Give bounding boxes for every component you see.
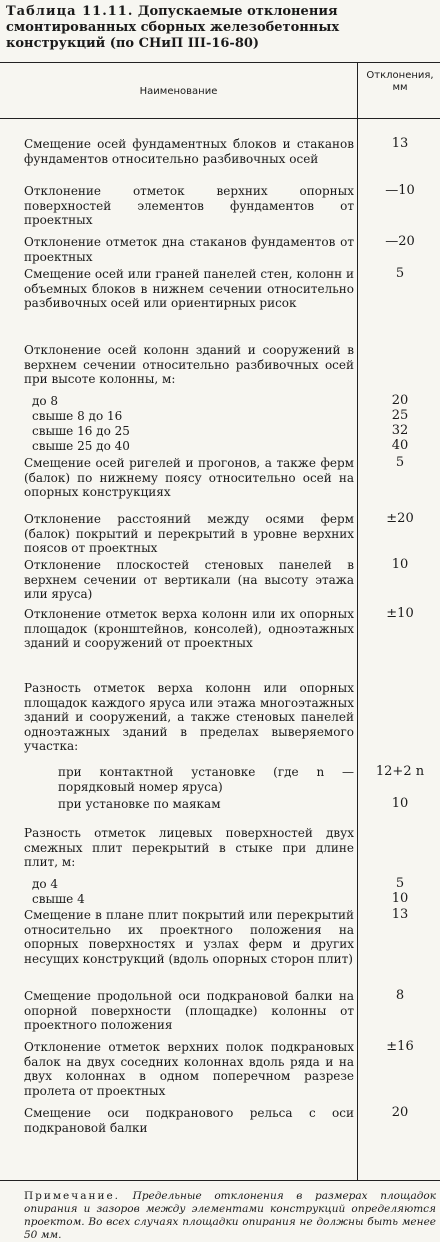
row-value: 12+2 n <box>375 764 425 779</box>
table-number: Таблица 11.11. <box>6 4 134 19</box>
row-text: свыше 4 <box>32 892 85 906</box>
footnote <box>24 1190 436 1242</box>
column-divider <box>357 62 358 1180</box>
row-text: Смещение в плане плит покрытий или перекрытий относительно их проектного положения на опорных поверхностях и узлах ферм и других несущих конструкций (вдоль опорных сторон плит) <box>24 908 354 966</box>
row-text: Смещение оси подкранового рельса с оси подкрановой балки <box>24 1106 354 1135</box>
row-value: ±16 <box>386 1039 414 1054</box>
row-text: при контактной установке (где n — порядковый номер яруса) <box>58 765 354 794</box>
row-value: 40 <box>391 438 409 453</box>
row-value: 10 <box>391 796 409 811</box>
row-text: Отклонение отметок дна стаканов фундаментов от проектных <box>24 235 354 264</box>
bottom-rule <box>0 1180 440 1181</box>
row-text: свыше 16 до 25 <box>32 424 130 438</box>
row-text: Смещение осей ригелей и прогонов, а также ферм (балок) по нижнему поясу относительно осей на опорных конструкциях <box>24 456 354 499</box>
row-text: Отклонение плоскостей стеновых панелей в верхнем сечении от вертикали (на высоту этажа или яруса) <box>24 558 354 601</box>
row-value: 8 <box>395 988 405 1003</box>
row-text: Смещение продольной оси подкрановой балки на опорной поверхности (площадке) колонны от проектного положения <box>24 989 354 1032</box>
table-title <box>6 4 436 52</box>
row-value: 13 <box>391 136 409 151</box>
row-text: до 8 <box>32 394 59 408</box>
row-text: Отклонение расстояний между осями ферм (балок) покрытий и перекрытий в уровне верхних поясов от проектных <box>24 512 354 555</box>
top-rule <box>0 62 440 63</box>
table-caption: Допускаемые отклонения смонтированных сборных железобетонных конструкций (по СНиП III-16-80) <box>6 4 340 51</box>
row-text: Разность отметок верха колонн или опорных площадок каждого яруса или этажа многоэтажных зданий и сооружений, а также стеновых панелей одноэтажных зданий в пределах выверяемого участка: <box>24 681 354 753</box>
header-rule <box>0 118 440 119</box>
footnote-label: Примечание. <box>24 1190 121 1202</box>
row-text: Отклонение отметок верха колонн или их опорных площадок (кронштейнов, консолей), одноэтажных зданий и сооружений от проектных <box>24 607 354 650</box>
row-value: 10 <box>391 557 409 572</box>
row-text: Отклонение осей колонн зданий и сооружений в верхнем сечении относительно разбивочных осей при высоте колонны, м: <box>24 343 354 386</box>
row-text: свыше 25 до 40 <box>32 439 130 453</box>
row-text: при установке по маякам <box>58 797 221 811</box>
row-value: —20 <box>385 234 415 249</box>
row-value: 20 <box>391 1105 409 1120</box>
row-value: ±10 <box>386 606 414 621</box>
row-value: 25 <box>391 408 409 423</box>
row-text: Отклонение отметок верхних опорных поверхностей элементов фундаментов от проектных <box>24 184 354 227</box>
row-value: 13 <box>391 907 409 922</box>
row-value: 5 <box>395 266 405 281</box>
row-value: 20 <box>391 393 409 408</box>
row-text: Отклонение отметок верхних полок подкрановых балок на двух соседних колоннах вдоль ряда и на двух колоннах в одном поперечном разрезе пролета от проектных <box>24 1040 354 1098</box>
row-value: —10 <box>385 183 415 198</box>
row-text: Смещение осей или граней панелей стен, колонн и объемных блоков в нижнем сечении относительно разбивочных осей или ориентирных рисок <box>24 267 354 310</box>
row-value: ±20 <box>386 511 414 526</box>
row-text: свыше 8 до 16 <box>32 409 123 423</box>
row-text: Разность отметок лицевых поверхностей двух смежных плит перекрытий в стыке при длине плит, м: <box>24 826 354 869</box>
row-value: 10 <box>391 891 409 906</box>
footnote-text: Предельные отклонения в размерах площадок опирания и зазоров между элементами конструкций определяются проектом. Во всех случаях площадки опирания не должны быть менее 50 мм. <box>24 1190 436 1241</box>
column-header-deviation: Отклонения, мм <box>366 70 434 93</box>
row-value: 5 <box>395 455 405 470</box>
column-header-name: Наименование <box>139 86 218 97</box>
row-value: 5 <box>395 876 405 891</box>
row-text: до 4 <box>32 877 59 891</box>
row-value: 32 <box>391 423 409 438</box>
row-text: Смещение осей фундаментных блоков и стаканов фундаментов относительно разбивочных осей <box>24 137 354 166</box>
